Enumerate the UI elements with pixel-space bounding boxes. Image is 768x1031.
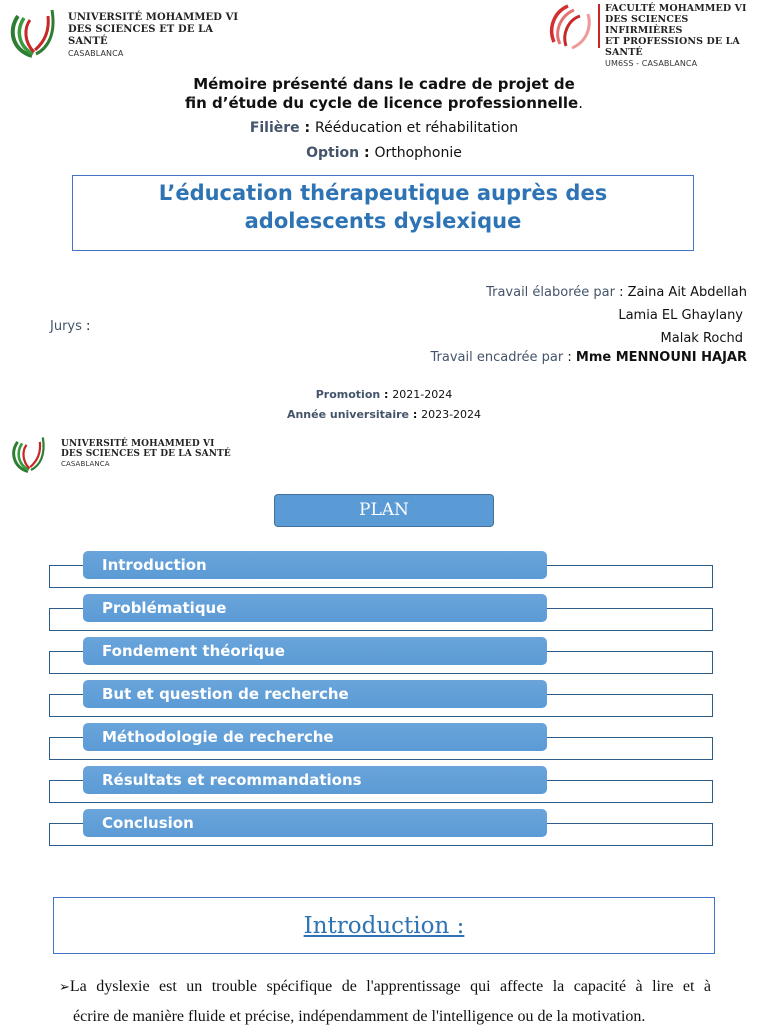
- annee-separator: :: [409, 408, 422, 421]
- supervisor-line: [431, 349, 747, 366]
- annee-value: 2023-2024: [421, 408, 482, 421]
- plan-logo-line-2: DES SCIENCES ET DE LA SANTÉ: [61, 449, 231, 459]
- memoire-heading: [0, 75, 768, 113]
- faculty-line-3: ET PROFESSIONS DE LA SANTÉ: [605, 36, 740, 58]
- filiere-value: Rééducation et réhabilitation: [315, 120, 519, 136]
- university-emblem-icon: [6, 4, 58, 58]
- introduction-paragraph: [59, 972, 711, 1031]
- plan-title: PLAN: [274, 494, 494, 527]
- jurys-label: Jurys: [50, 319, 82, 334]
- logo-line-2: DES SCIENCES ET DE LA SANTÉ: [68, 24, 214, 47]
- faculty-line-4: UM6SS - CASABLANCA: [605, 59, 698, 68]
- author-3: Malak Rochd: [660, 331, 743, 346]
- plan-logo-line-1: UNIVERSITÉ MOHAMMED VI: [61, 439, 215, 449]
- plan-university-logo: [5, 433, 235, 473]
- logo-line-1: UNIVERSITÉ MOHAMMED VI: [68, 12, 239, 23]
- university-logo: [6, 4, 246, 58]
- promotion-separator: :: [380, 388, 393, 401]
- bullet-arrow-icon: ➢: [59, 980, 70, 995]
- logo-line-3: CASABLANCA: [68, 49, 124, 58]
- plan-logo-line-3: CASABLANCA: [61, 460, 110, 468]
- annee-line: [0, 408, 768, 422]
- filiere-separator: :: [299, 120, 316, 136]
- option-line: [0, 144, 768, 162]
- option-separator: :: [359, 145, 375, 161]
- author-2: Lamia EL Ghaylany: [618, 308, 743, 323]
- authors-label: Travail élaborée par: [486, 285, 615, 300]
- filiere-label: Filière: [249, 120, 300, 136]
- faculty-emblem-icon: [546, 2, 596, 50]
- annee-label: Année universitaire: [286, 408, 410, 421]
- jurys-separator: :: [81, 319, 95, 334]
- authors-block: [486, 281, 747, 350]
- supervisor-name: Mme MENNOUNI HAJAR: [575, 350, 747, 365]
- introduction-heading-box: [53, 897, 715, 954]
- memoire-line-1: Mémoire présenté dans le cadre de projet de: [193, 75, 575, 93]
- thesis-title-line-1: L’éducation thérapeutique auprès des: [158, 181, 608, 205]
- memoire-line-2: fin d’étude du cycle de licence professionnelle: [184, 94, 579, 112]
- filiere-line: [0, 119, 768, 137]
- plan-item-introduction: Introduction: [83, 551, 547, 579]
- faculty-line-2: DES SCIENCES INFIRMIÈRES: [605, 14, 689, 36]
- paragraph-line-2: écrire de manière fluide et précise, indépendamment de l'intelligence ou de la motivation.: [73, 1008, 646, 1025]
- paragraph-line-1: La dyslexie est un trouble spécifique de l'apprentissage qui affecte la capacité à lire et à: [69, 978, 711, 995]
- supervisor-separator: :: [563, 350, 576, 365]
- authors-separator: :: [614, 285, 628, 300]
- introduction-heading: Introduction :: [303, 913, 465, 939]
- plan-item-but-question: But et question de recherche: [83, 680, 547, 708]
- plan-item-problematique: Problématique: [83, 594, 547, 622]
- faculty-logo: [546, 2, 762, 68]
- plan-item-conclusion: Conclusion: [83, 809, 547, 837]
- thesis-title-line-2: adolescents dyslexique: [244, 209, 522, 233]
- option-label: Option: [306, 145, 360, 161]
- jurys-line: [50, 318, 95, 335]
- plan-item-fondement: Fondement théorique: [83, 637, 547, 665]
- author-1: Zaina Ait Abdellah: [627, 285, 747, 300]
- plan-item-methodologie: Méthodologie de recherche: [83, 723, 547, 751]
- option-value: Orthophonie: [374, 145, 462, 161]
- thesis-title-box: [72, 175, 694, 251]
- faculty-line-1: FACULTÉ MOHAMMED VI: [605, 3, 747, 14]
- plan-item-resultats: Résultats et recommandations: [83, 766, 547, 794]
- promotion-line: [0, 388, 768, 402]
- supervisor-label: Travail encadrée par: [430, 350, 564, 365]
- promotion-value: 2021-2024: [392, 388, 453, 401]
- plan-university-emblem-icon: [5, 433, 51, 473]
- promotion-label: Promotion: [315, 388, 381, 401]
- memoire-period: .: [578, 94, 583, 112]
